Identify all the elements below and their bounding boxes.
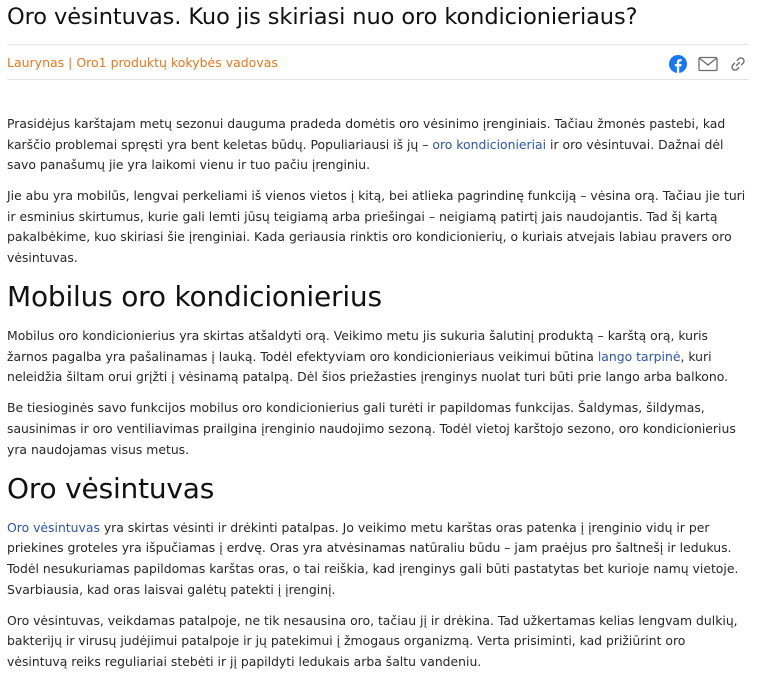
section-heading-ac: Mobilus oro kondicionierius (7, 280, 382, 314)
text: Mobilus oro kondicionierius yra skirtas atšaldyti orą. Veikimo metu jis sukuria šalutinį produktą – karštą orą, kuris žarnos pagalba yra pašalinamas į lauką. Todėl efektyviam oro kondicionieriaus veikimui būtina (7, 328, 708, 364)
text: ir oro vėsintuvai. Dažnai dėl savo panašumų jie yra laikomi vienu ir tuo pačiu įrenginiu. (7, 136, 724, 173)
article (7, 0, 749, 683)
text: yra skirtas vėsinti ir drėkinti patalpas. Jo veikimo metu karštas oras patenka į įrenginio vidų ir per priekines groteles yra išpučiamas į erdvę. Oras yra atvėsinamas natūraliu būdu – jam praėjus pro šaltnešį ir ledukus. Todėl nesukuriamas papildomas karštas oras, o tai reiškia, kad įrenginys gali būti pastatytas bet kurioje namų vietoje. Svarbiausia, kad oras laisvai galėtų patekti į įrenginį. (7, 519, 739, 597)
ac-paragraph-1 (7, 326, 749, 388)
byline-bar (7, 44, 749, 80)
share-buttons (669, 55, 749, 73)
intro-paragraph-1 (7, 114, 749, 176)
text: , kuri neleidžia šiltam orui grįžti į vėsinamą patalpą. Dėl šios priežasties įrenginys nuolat turi būti prie lango arba balkono. (7, 348, 729, 385)
cooler-paragraph-2: Oro vėsintuvas, veikdamas patalpoje, ne tik nesausina oro, tačiau jį ir drėkina. Tad užkertamas kelias lengvam dulkių, bakterijų ir virusų judėjimui patalpoje ir jų patekimui į žmogaus organizmą. Verta prisiminti, kad prižiūrint oro vėsintuvą reiks reguliariai stebėti ir jį papildyti ledukais arba šaltu vandeniu. (7, 612, 738, 669)
article-body (7, 114, 749, 672)
author-name[interactable]: Laurynas | Oro1 produktų kokybės vadovas (7, 54, 278, 70)
facebook-icon[interactable] (669, 55, 687, 73)
intro-paragraph-2: Jie abu yra mobilūs, lengvai perkeliami iš vienos vietos į kitą, bei atlieka pagrindinę funkciją – vėsina orą. Tačiau jie turi ir esminius skirtumus, kurie gali lemti jūsų teigiamą arba priešingai – neigiamą patirtį jais naudojantis. Tad šį kartą pakalbėkime, kuo skiriasi šie įrenginiai. Kada geriausia rinktis oro kondicionierių, o kuriais atvejais labiau pravers oro vėsintuvas. (7, 188, 746, 266)
section-heading-cooler: Oro vėsintuvas (7, 471, 215, 505)
link-oro-vesintuvas[interactable]: Oro vėsintuvas (7, 519, 100, 535)
cooler-paragraph-1 (7, 518, 749, 600)
ac-paragraph-2: Be tiesioginės savo funkcijos mobilus oro kondicionierius gali turėti ir papildomas funkcijas. Šaldymas, šildymas, sausinimas ir oro ventiliavimas prailgina įrenginio naudojimo sezoną. Todėl vietoj karštojo sezono, oro kondicionierius yra naudojamas visus metus. (7, 400, 736, 457)
link-oro-kondicionieriai[interactable]: oro kondicionieriai (432, 136, 547, 152)
text: Prasidėjus karštajam metų sezonui dauguma pradeda domėtis oro vėsinimo įrenginiais. Tačiau žmonės pastebi, kad karščio problemai spręsti yra bent keletas būdų. Populiariausi iš jų – (7, 116, 726, 152)
mail-icon[interactable] (698, 56, 718, 72)
link-icon[interactable] (729, 55, 747, 73)
article-title: Oro vėsintuvas. Kuo jis skiriasi nuo oro kondicionieriaus? (7, 4, 638, 30)
link-lango-tarpine[interactable]: lango tarpinė (597, 348, 681, 364)
